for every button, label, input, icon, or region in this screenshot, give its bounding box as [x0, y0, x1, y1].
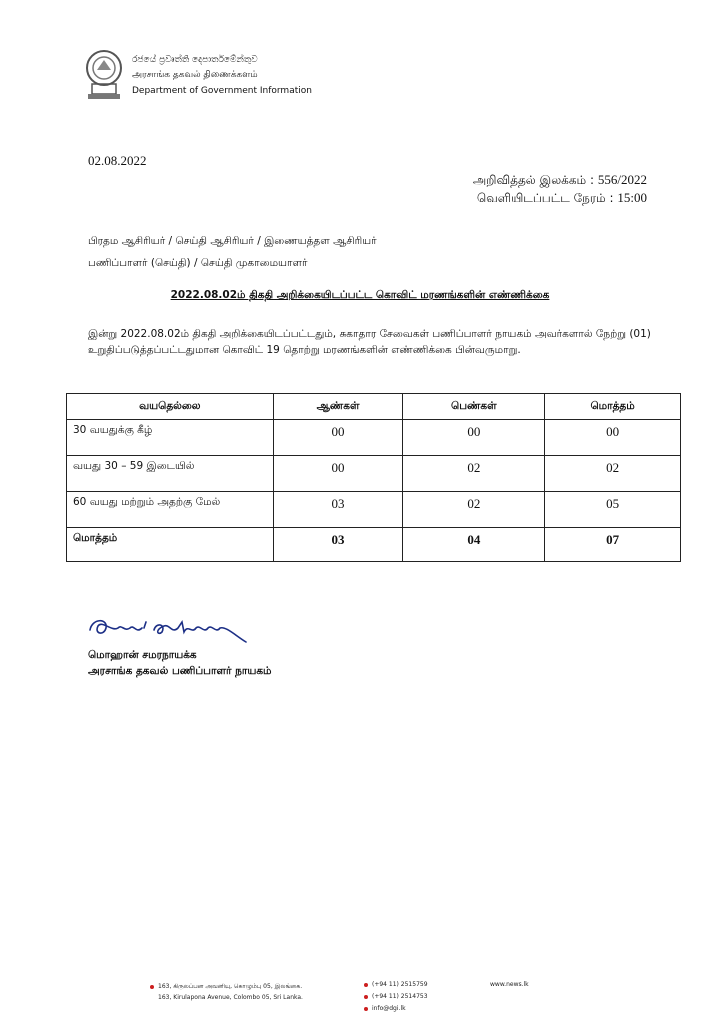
bullet-icon	[150, 985, 154, 989]
total-cell: 05	[545, 492, 681, 528]
header-females: பெண்கள்	[403, 394, 545, 420]
males-cell: 03	[273, 492, 403, 528]
release-time	[477, 190, 647, 207]
addressee-line-1: பிரதம ஆசிரியர் / செய்தி ஆசிரியர் / இணையத்தள ஆசிரியர்	[88, 235, 377, 247]
total-females-cell: 04	[403, 528, 545, 562]
header-total: மொத்தம்	[545, 394, 681, 420]
age-range-cell: 60 வயது மற்றும் அதற்கு மேல்	[67, 492, 274, 528]
release-time-label: வெளியிடப்பட்ட நேரம் :	[476, 191, 614, 205]
total-cell: 00	[545, 420, 681, 456]
total-label-cell: மொத்தம்	[67, 528, 274, 562]
males-cell: 00	[273, 456, 403, 492]
table-row	[67, 420, 681, 456]
total-cell: 02	[545, 456, 681, 492]
footer-address-2: 163, Kirulapona Avenue, Colombo 05, Sri Lanka.	[158, 994, 303, 1001]
addressee-line-2: பணிப்பாளர் (செய்தி) / செய்தி முகாமையாளர்	[88, 257, 308, 269]
age-range-cell: 30 வயதுக்கு கீழ்	[67, 420, 274, 456]
age-range-cell: வயது 30 – 59 இடையில்	[67, 456, 274, 492]
dept-name-tamil: அரசாங்க தகவல் திணைக்களம்	[132, 70, 258, 80]
email-icon	[364, 1007, 368, 1011]
phone-icon	[364, 983, 368, 987]
footer-fax: (+94 11) 2514753	[364, 993, 428, 1000]
signatory-title: அரசாங்க தகவல் பணிப்பாளர் நாயகம்	[88, 665, 272, 677]
footer-email[interactable]: info@dgi.lk	[364, 1005, 406, 1012]
table-total-row	[67, 528, 681, 562]
document-title: 2022.08.02ம் திகதி அறிக்கையிடப்பட்ட கொவிட் மரணங்களின் எண்ணிக்கை	[170, 289, 550, 301]
body-paragraph: இன்று 2022.08.02ம் திகதி அறிக்கையிடப்பட்டதும், சுகாதார சேவைகள் பணிப்பாளர் நாயகம் அவர்களால் நேற்று (01) உறுதிப்படுத்தப்பட்டதுமான கொவிட் 19 தொற்று மரணங்களின் எண்ணிக்கை பின்வருமாறு.	[88, 328, 651, 356]
footer-tel: (+94 11) 2515759	[364, 981, 428, 988]
notice-number-value: 556/2022	[597, 172, 647, 187]
notice-number-label: அறிவித்தல் இலக்கம் :	[472, 173, 595, 187]
footer-address-1: 163, கிருலப்பன அவனியு, கொழும்பு 05, இலங்கை.	[150, 983, 302, 991]
females-cell: 02	[403, 492, 545, 528]
header-age-range: வயதெல்லை	[67, 394, 274, 420]
notice-number	[473, 172, 647, 189]
table-row	[67, 456, 681, 492]
females-cell: 00	[403, 420, 545, 456]
covid-deaths-table	[66, 393, 681, 562]
dept-name-english: Department of Government Information	[132, 86, 312, 96]
total-males-cell: 03	[273, 528, 403, 562]
government-emblem-icon	[84, 46, 124, 102]
header-males: ஆண்கள்	[273, 394, 403, 420]
release-time-value: 15:00	[617, 190, 647, 205]
signatory-name: மொஹான் சமரநாயக்க	[88, 649, 197, 661]
table-row	[67, 492, 681, 528]
dept-name-sinhala: රජයේ ප්‍රවෘත්ති දෙපාර්තමේන්තුව	[132, 55, 258, 65]
handwritten-signature	[86, 612, 256, 648]
females-cell: 02	[403, 456, 545, 492]
grand-total-cell: 07	[545, 528, 681, 562]
fax-icon	[364, 995, 368, 999]
document-date: 02.08.2022	[88, 153, 147, 168]
males-cell: 00	[273, 420, 403, 456]
footer-website-link[interactable]: www.news.lk	[490, 981, 529, 988]
table-header-row	[67, 394, 681, 420]
